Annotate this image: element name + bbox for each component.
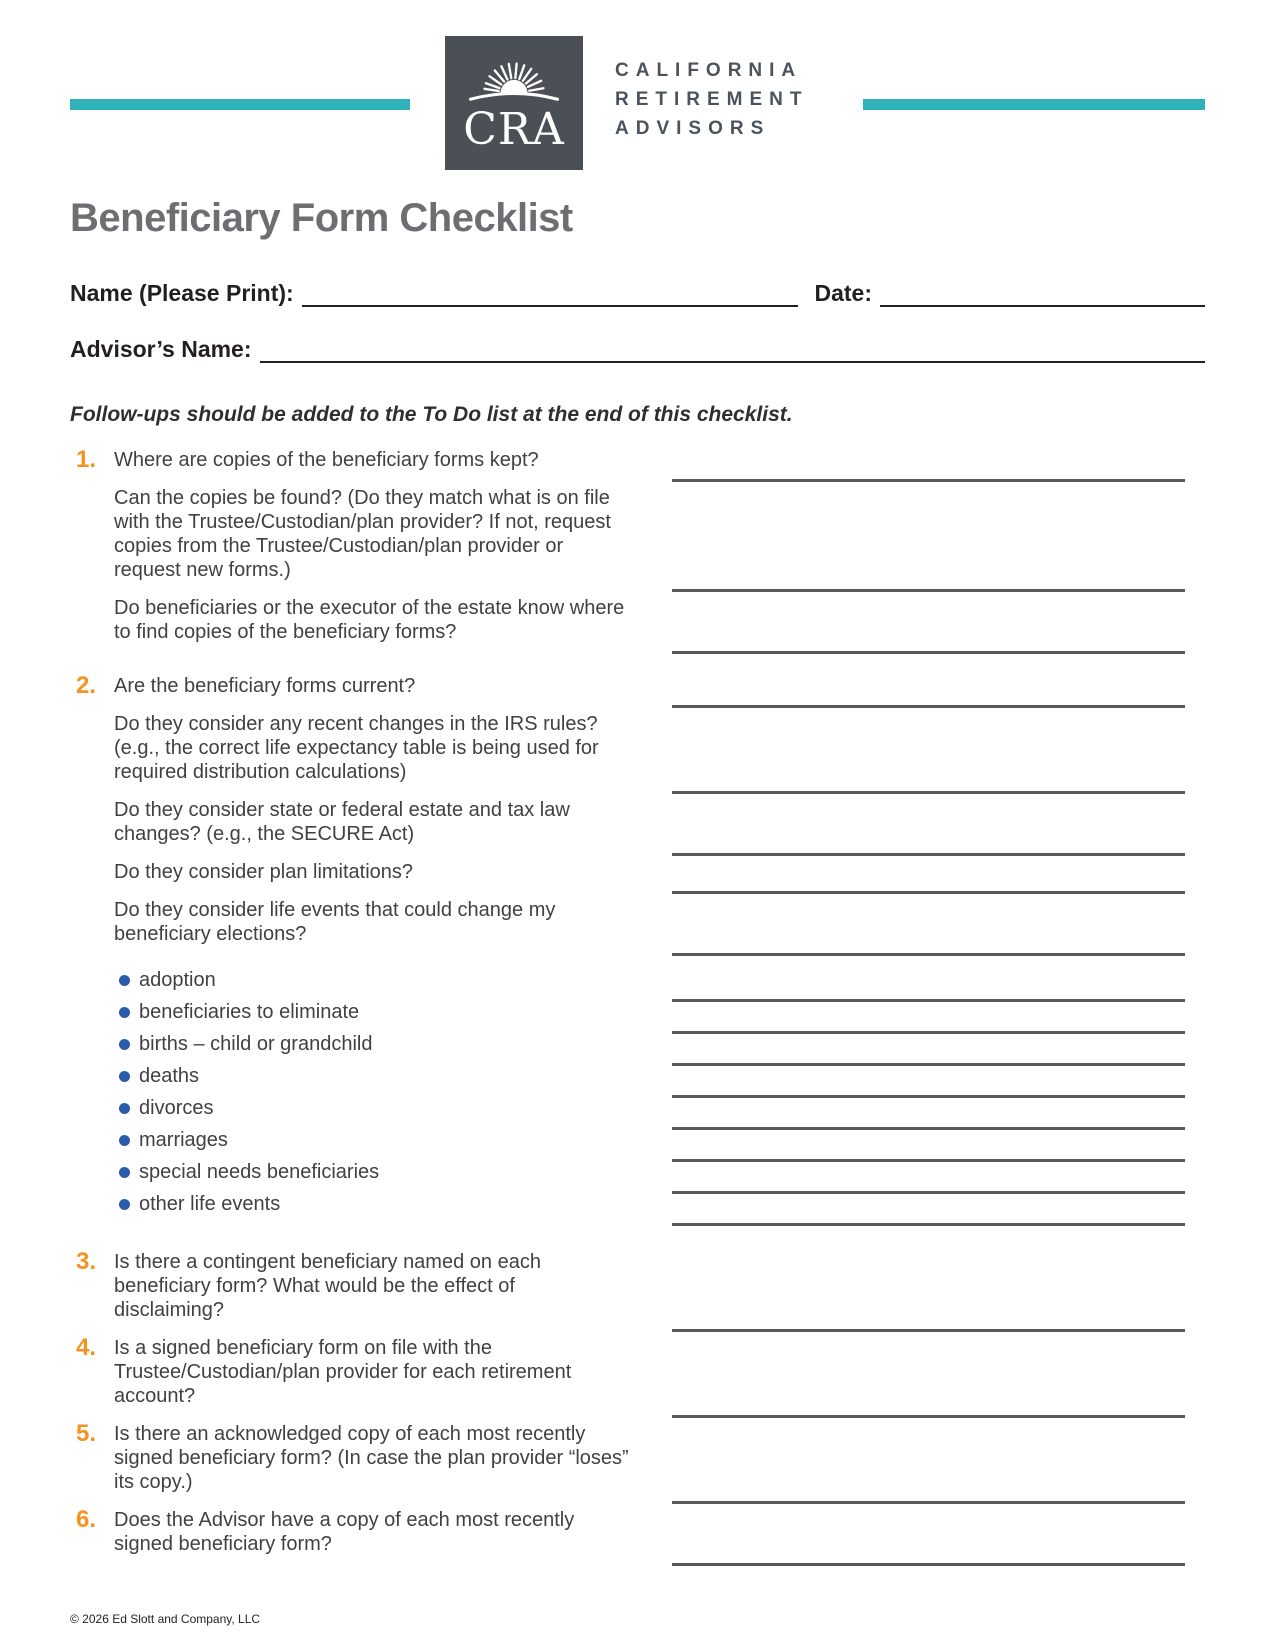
advisor-label: Advisor’s Name:	[70, 336, 252, 362]
bullet-icon	[119, 1167, 130, 1178]
question-text: Can the copies be found? (Do they match what is on file with the Trustee/Custodian/plan provider? If not, request copies from the Trustee/Custodian/plan provider or request new forms.)	[114, 487, 611, 581]
answer-line[interactable]	[672, 1031, 1185, 1034]
bullet-icon	[119, 1039, 130, 1050]
bullet-label: beneficiaries to eliminate	[139, 1001, 360, 1023]
bullet-row	[70, 1160, 1205, 1184]
answer-line[interactable]	[672, 953, 1185, 956]
checklist-row-2d	[70, 860, 1205, 884]
bullet-row	[70, 968, 1205, 992]
bullet-label: adoption	[139, 969, 216, 991]
answer-line[interactable]	[672, 1329, 1185, 1332]
wordmark-line-2: RETIREMENT	[615, 89, 809, 110]
checklist-row-6	[70, 1508, 1205, 1556]
item-number: 5.	[76, 1420, 97, 1447]
header	[70, 36, 1205, 170]
bullet-icon	[119, 1007, 130, 1018]
bullet-icon	[119, 1103, 130, 1114]
checklist-row-2c	[70, 798, 1205, 846]
bullet-label: marriages	[139, 1129, 228, 1151]
teal-rule-right	[863, 99, 1205, 110]
question-text: Is a signed beneficiary form on file with the Trustee/Custodian/plan provider for each retirement account?	[114, 1337, 572, 1407]
checklist-row-4	[70, 1336, 1205, 1408]
answer-line[interactable]	[672, 853, 1185, 856]
question-text: Do beneficiaries or the executor of the estate know where to find copies of the beneficiary forms?	[114, 597, 625, 643]
answer-line[interactable]	[672, 1563, 1185, 1566]
logo-acronym: CRA	[463, 104, 565, 155]
wordmark-line-1: CALIFORNIA	[615, 60, 803, 81]
checklist-row-2	[70, 674, 1205, 698]
followups-note: Follow-ups should be added to the To Do list at the end of this checklist.	[70, 403, 793, 426]
checklist-row-3	[70, 1250, 1205, 1322]
date-label: Date:	[814, 280, 872, 306]
bullet-icon	[119, 1199, 130, 1210]
item-number: 1.	[76, 446, 97, 473]
brand-wordmark	[615, 56, 809, 143]
page-title: Beneficiary Form Checklist	[70, 196, 573, 240]
answer-line[interactable]	[672, 651, 1185, 654]
bullet-row	[70, 1064, 1205, 1088]
item-number: 4.	[76, 1334, 97, 1361]
answer-line[interactable]	[672, 1191, 1185, 1194]
bullet-icon	[119, 975, 130, 986]
checklist-row-1b	[70, 486, 1205, 582]
cra-logo	[445, 36, 583, 170]
question-text: Do they consider state or federal estate and tax law changes? (e.g., the SECURE Act)	[114, 799, 570, 845]
bullet-label: other life events	[139, 1193, 281, 1215]
checklist	[70, 448, 1205, 1556]
teal-rule-left	[70, 99, 410, 110]
bullet-label: births – child or grandchild	[139, 1033, 373, 1055]
question-text: Is there an acknowledged copy of each most recently signed beneficiary form? (In case the plan provider “loses” its copy.)	[114, 1423, 629, 1493]
question-text: Do they consider any recent changes in the IRS rules? (e.g., the correct life expectancy table is being used for required distribution calculations)	[114, 713, 599, 783]
sunrise-icon	[463, 36, 565, 106]
wordmark-line-3: ADVISORS	[615, 118, 771, 139]
answer-line[interactable]	[672, 999, 1185, 1002]
name-date-row	[70, 279, 1205, 307]
answer-line[interactable]	[672, 1127, 1185, 1130]
question-text: Is there a contingent beneficiary named on each beneficiary form? What would be the effect of disclaiming?	[114, 1251, 541, 1321]
name-input-line[interactable]	[302, 279, 799, 307]
bullet-icon	[119, 1071, 130, 1082]
bullet-label: deaths	[139, 1065, 200, 1087]
bullet-row	[70, 1000, 1205, 1024]
advisor-row	[70, 335, 1205, 363]
question-text: Are the beneficiary forms current?	[114, 675, 416, 697]
answer-line[interactable]	[672, 791, 1185, 794]
checklist-row-1	[70, 448, 1205, 472]
answer-line[interactable]	[672, 1223, 1185, 1226]
bullet-row	[70, 1192, 1205, 1216]
bullet-row	[70, 1096, 1205, 1120]
name-label: Name (Please Print):	[70, 280, 294, 306]
question-text: Do they consider plan limitations?	[114, 861, 414, 883]
date-input-line[interactable]	[880, 279, 1205, 307]
question-text: Do they consider life events that could change my beneficiary elections?	[114, 899, 556, 945]
answer-line[interactable]	[672, 589, 1185, 592]
bullet-row	[70, 1032, 1205, 1056]
question-text: Where are copies of the beneficiary forms kept?	[114, 449, 539, 471]
bullet-label: special needs beneficiaries	[139, 1161, 380, 1183]
checklist-row-5	[70, 1422, 1205, 1494]
item-number: 6.	[76, 1506, 97, 1533]
bullet-row	[70, 1128, 1205, 1152]
advisor-input-line[interactable]	[260, 335, 1205, 363]
answer-line[interactable]	[672, 1095, 1185, 1098]
answer-line[interactable]	[672, 479, 1185, 482]
answer-line[interactable]	[672, 1063, 1185, 1066]
item-number: 2.	[76, 672, 97, 699]
answer-line[interactable]	[672, 1159, 1185, 1162]
answer-line[interactable]	[672, 1501, 1185, 1504]
checklist-row-2e	[70, 898, 1205, 946]
bullet-label: divorces	[139, 1097, 214, 1119]
item-number: 3.	[76, 1248, 97, 1275]
bullet-icon	[119, 1135, 130, 1146]
life-events-bullet-list	[70, 968, 1205, 1216]
checklist-row-2b	[70, 712, 1205, 784]
answer-line[interactable]	[672, 1415, 1185, 1418]
question-text: Does the Advisor have a copy of each most recently signed beneficiary form?	[114, 1509, 575, 1555]
checklist-row-1c	[70, 596, 1205, 644]
answer-line[interactable]	[672, 705, 1185, 708]
answer-line[interactable]	[672, 891, 1185, 894]
copyright-text: © 2026 Ed Slott and Company, LLC	[70, 1612, 261, 1626]
